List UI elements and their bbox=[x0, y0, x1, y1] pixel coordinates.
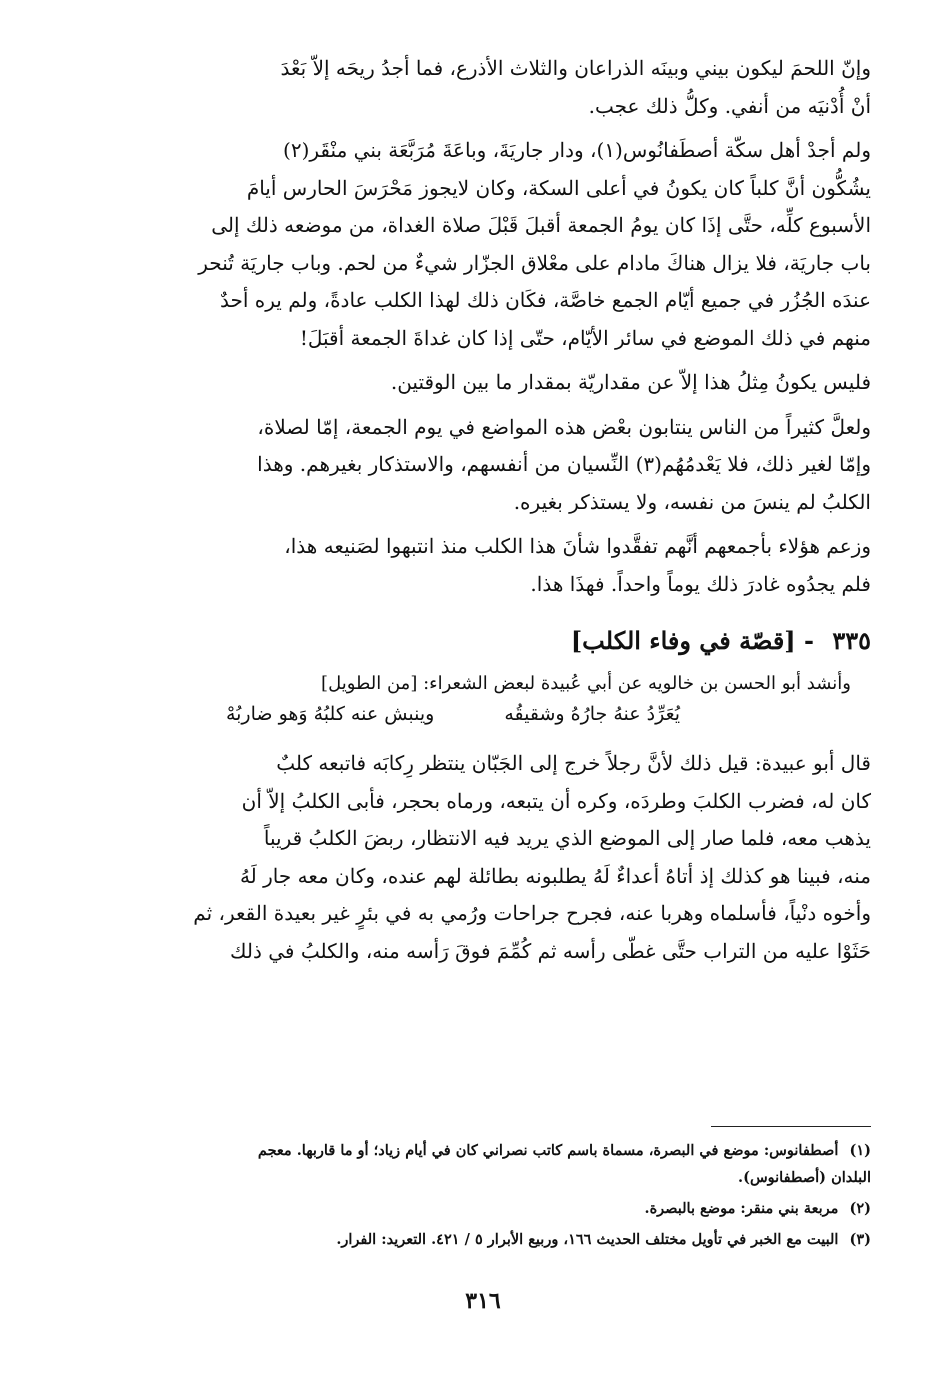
text-line: باب جاريَة، فلا يزال هناكَ مادام على معْلاق الجزّار شيءٌ من لحم. وباب جاريَة تُنحر bbox=[198, 250, 871, 275]
paragraph-3 bbox=[95, 364, 871, 402]
footnote-text-continued: البلدان (أصطفانوس). bbox=[738, 1169, 871, 1186]
text-line: ولم أجدْ أهل سكّة أصطَفانُوس(١)، ودار جاريَةَ، وباعَةَ مُرَبَّعَة بني منْقَر(٢) bbox=[283, 138, 871, 162]
footnote-1 bbox=[95, 1137, 871, 1191]
text-line: فليس يكونُ مِثلُ هذا إلاّ عن مقداريّة بمقدار ما بين الوقتين. bbox=[390, 370, 871, 394]
text-line: يشُكُّون أنَّ كلباً كان يكونُ في أعلى السكة، وكان لايجوز مَحْرَسَ الحارس أيامَ bbox=[246, 175, 871, 200]
poem-verse bbox=[95, 699, 871, 729]
footnote-2 bbox=[95, 1195, 871, 1222]
text-line: وأخوه دنْياً، فأسلماه وهربا عنه، فجرح جراحات ورُمي به في بئرٍ غير بعيدة القعر، ثم bbox=[193, 901, 871, 925]
text-line: الكلبُ لم ينسَ من نفسه، ولا يستذكر بغيره. bbox=[513, 489, 871, 514]
footnotes bbox=[95, 1137, 871, 1257]
footnote-separator bbox=[711, 1126, 871, 1127]
footnote-text: البيت مع الخبر في تأويل مختلف الحديث ١٦٦، وربيع الأبرار ٥ / ٤٢١. التعريد: الفرار. bbox=[336, 1231, 839, 1248]
section-heading bbox=[95, 621, 871, 661]
text-line: منه، فبينا هو كذلك إذ أتاهُ أعداءٌ لَهُ يطلبونه بطائلة لهم عنده، وكان معه جار لَهُ bbox=[239, 863, 871, 888]
paragraph-5 bbox=[95, 528, 871, 603]
page-number: ٣١٦ bbox=[465, 1288, 501, 1314]
poem-intro: وأنشد أبو الحسن بن خالويه عن أبي عُبيدة لبعض الشعراء: [من الطويل] bbox=[321, 673, 851, 694]
text-line: فلم يجدُوه غادرَ ذلك يوماً واحداً. فهذَا هذا. bbox=[530, 571, 871, 596]
footnote-number: (١) bbox=[849, 1142, 871, 1159]
text-line: وإمّا لغير ذلك، فلا يَعْدمُهُم(٣) النِّسيان من أنفسهم، والاستذكار بغيرهم. وهذا bbox=[257, 452, 871, 476]
section-number: ٣٣٥ bbox=[832, 626, 871, 655]
verse-second-hemistich: وينبش عنه كلبُهُ وَهو ضاربُهْ bbox=[225, 703, 435, 725]
text-line: وإنّ اللحمَ ليكون بيني وبينَه الذراعان والثلاث الأذرع، فما أجدُ ريحَه إلاّ بَعْدَ bbox=[280, 56, 871, 80]
text-line: يذهب معه، فلما صار إلى الموضع الذي يريد فيه الانتظار، ربضَ الكلبُ قريباً bbox=[263, 826, 871, 850]
text-line: قال أبو عبيدة: قيل ذلك لأنَّ رجلاً خرج إلى الجَبّان ينتظر رِكابَه فاتبعه كلبٌ bbox=[276, 751, 871, 775]
footnote-text: مربعة بني منقر: موضع بالبصرة. bbox=[644, 1200, 839, 1217]
text-line: منهم في ذلك الموضع في سائر الأيّام، حتّى إذا كان غداةَ الجمعة أقبَلَ! bbox=[299, 325, 871, 350]
footnote-text: أصطفانوس: موضع في البصرة، مسماة باسم كاتب نصراني كان في أيام زياد؛ أو ما قاربها. معجم bbox=[257, 1142, 839, 1159]
verse-first-hemistich: يُعَرِّدُ عنهُ جارُهُ وشقيقُه bbox=[504, 703, 681, 725]
text-line: الأسبوع كلِّه، حتَّى إذَا كان يومُ الجمعة أقبلَ قَبْلَ صلاة الغداة، من موضعه ذلك إلى bbox=[211, 213, 871, 237]
text-line: ولعلَّ كثيراً من الناس ينتابون بعْض هذه المواضع في يوم الجمعة، إمّا لصلاة، bbox=[257, 414, 871, 439]
text-line: أنْ أُدْنيَه من أنفي. وكلُّ ذلك عجب. bbox=[588, 93, 871, 118]
text-line: وزعم هؤلاء بأجمعهم أنَّهم تفقَّدوا شأنَ هذا الكلب منذ انتبهوا لصَنيعه هذا، bbox=[284, 534, 871, 558]
book-page bbox=[95, 50, 871, 1314]
footnote-3 bbox=[95, 1226, 871, 1253]
paragraph-4 bbox=[95, 409, 871, 522]
footnote-number: (٢) bbox=[849, 1200, 871, 1217]
paragraph-2 bbox=[95, 132, 871, 357]
footnote-number: (٣) bbox=[849, 1231, 871, 1248]
story-paragraph bbox=[95, 745, 871, 970]
paragraph-1 bbox=[95, 50, 871, 125]
section-title: - [قصّة في وفاء الكلب] bbox=[570, 626, 814, 655]
text-line: عندَه الجُزُر في جميع أيّام الجمع خاصَّة، فكَان ذلك لهذا الكلب عادةً، ولم يره أحدٌ bbox=[219, 288, 871, 312]
text-line: حَثَوْا عليه من التراب حتَّى غطّى رأسه ثم كُمِّمَ فوقَ رَأسه منه، والكلبُ في ذلك bbox=[230, 938, 871, 963]
text-line: كان له، فضرب الكلبَ وطردَه، وكره أن يتبعه، ورماه بحجر، فأبى الكلبُ إلاّ أن bbox=[241, 788, 871, 813]
